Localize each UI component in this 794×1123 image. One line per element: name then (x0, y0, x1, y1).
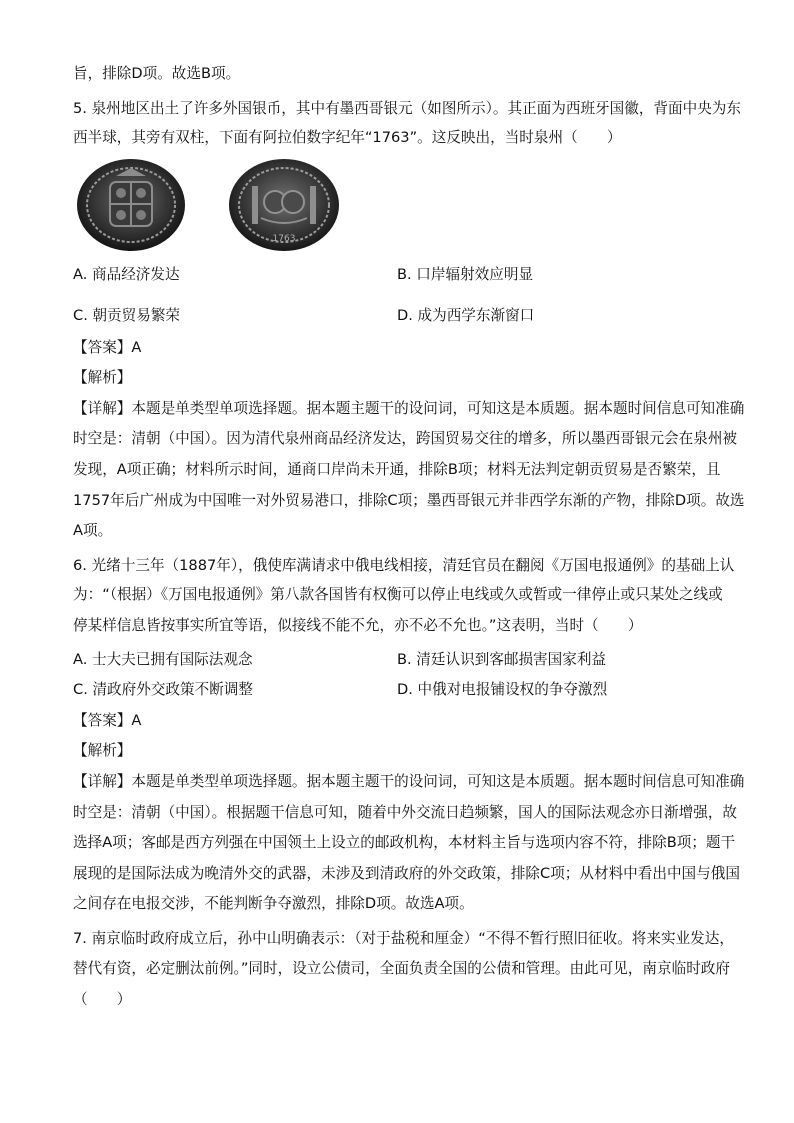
explanation-line: 1757年后广州成为中国唯一对外贸易港口，排除C项；墨西哥银元并非西学东渐的产物，排除D项。故选 (73, 492, 745, 509)
analysis-label: 【解析】 (73, 742, 132, 759)
option-c: C. 清政府外交政策不断调整 (73, 681, 254, 698)
question-7-stem: （ ） (73, 991, 132, 1008)
text-line: 旨，排除D项。故选B项。 (73, 65, 241, 82)
coin-back-image (228, 158, 340, 252)
explanation-line: 展现的是国际法成为晚清外交的武器，未涉及到清政府的外交政策，排除C项；从材料中看出中国与俄国 (73, 865, 740, 882)
option-d: D. 成为西学东渐窗口 (397, 307, 535, 324)
explanation-line: 时空是：清朝（中国）。根据题干信息可知，随着中外交流日趋频繁，国人的国际法观念亦日渐增强，故 (73, 804, 738, 821)
explanation-line: 发现，A项正确；材料所示时间，通商口岸尚未开通，排除B项；材料无法判定朝贡贸易是否繁荣，且 (73, 461, 721, 478)
explanation-line: 选择A项；客邮是西方列强在中国领土上设立的邮政机构，本材料主旨与选项内容不符，排除B项；题干 (73, 834, 736, 851)
option-b: B. 口岸辐射效应明显 (397, 266, 534, 283)
question-5-stem: 西半球，其旁有双柱，下面有阿拉伯数字纪年“1763”。这反映出，当时泉州（ ） (73, 129, 622, 146)
option-a: A. 士大夫已拥有国际法观念 (73, 651, 253, 668)
explanation-line: 【详解】本题是单类型单项选择题。据本题主题干的设问词，可知这是本质题。据本题时间信息可知准确 (73, 400, 745, 417)
explanation-line: 【详解】本题是单类型单项选择题。据本题主题干的设问词，可知这是本质题。据本题时间信息可知准确 (73, 773, 745, 790)
coin-year: 1763 (272, 234, 296, 244)
option-d: D. 中俄对电报铺设权的争夺激烈 (397, 681, 608, 698)
question-6-stem: 停某样信息皆按事实所宜等语，似接线不能不允，亦不必不允也。”这表明，当时（ ） (73, 617, 643, 634)
question-6-stem: 为：“（根据）《万国电报通例》第八款各国皆有权衡可以停止电线或久或暂或一律停止或只某处之线或 (73, 586, 723, 603)
coin-front-image (76, 158, 186, 252)
explanation-line: 之间存在电报交涉，不能判断争夺激烈，排除D项。故选A项。 (73, 895, 474, 912)
answer-label: 【答案】A (73, 339, 142, 356)
option-a: A. 商品经济发达 (73, 266, 180, 283)
question-5-stem: 5. 泉州地区出土了许多外国银币，其中有墨西哥银元（如图所示）。其正面为西班牙国徽，背面中央为东 (73, 100, 741, 117)
question-6-stem: 6. 光绪十三年（1887年），俄使库满请求中俄电线相接，清廷官员在翻阅《万国电报通例》的基础上认 (73, 557, 735, 574)
analysis-label: 【解析】 (73, 369, 132, 386)
question-7-stem: 7. 南京临时政府成立后，孙中山明确表示：（对于盐税和厘金）“不得不暂行照旧征收。将来实业发达， (73, 930, 734, 947)
answer-label: 【答案】A (73, 712, 142, 729)
option-b: B. 清廷认识到客邮损害国家利益 (397, 651, 607, 668)
explanation-line: A项。 (73, 522, 113, 539)
explanation-line: 时空是：清朝（中国）。因为清代泉州商品经济发达，跨国贸易交往的增多，所以墨西哥银元会在泉州被 (73, 430, 738, 447)
option-c: C. 朝贡贸易繁荣 (73, 307, 181, 324)
question-7-stem: 替代有资，必定删汰前例。”同时，设立公债司，全面负责全国的公债和管理。由此可见，南京临时政府 (73, 960, 730, 977)
